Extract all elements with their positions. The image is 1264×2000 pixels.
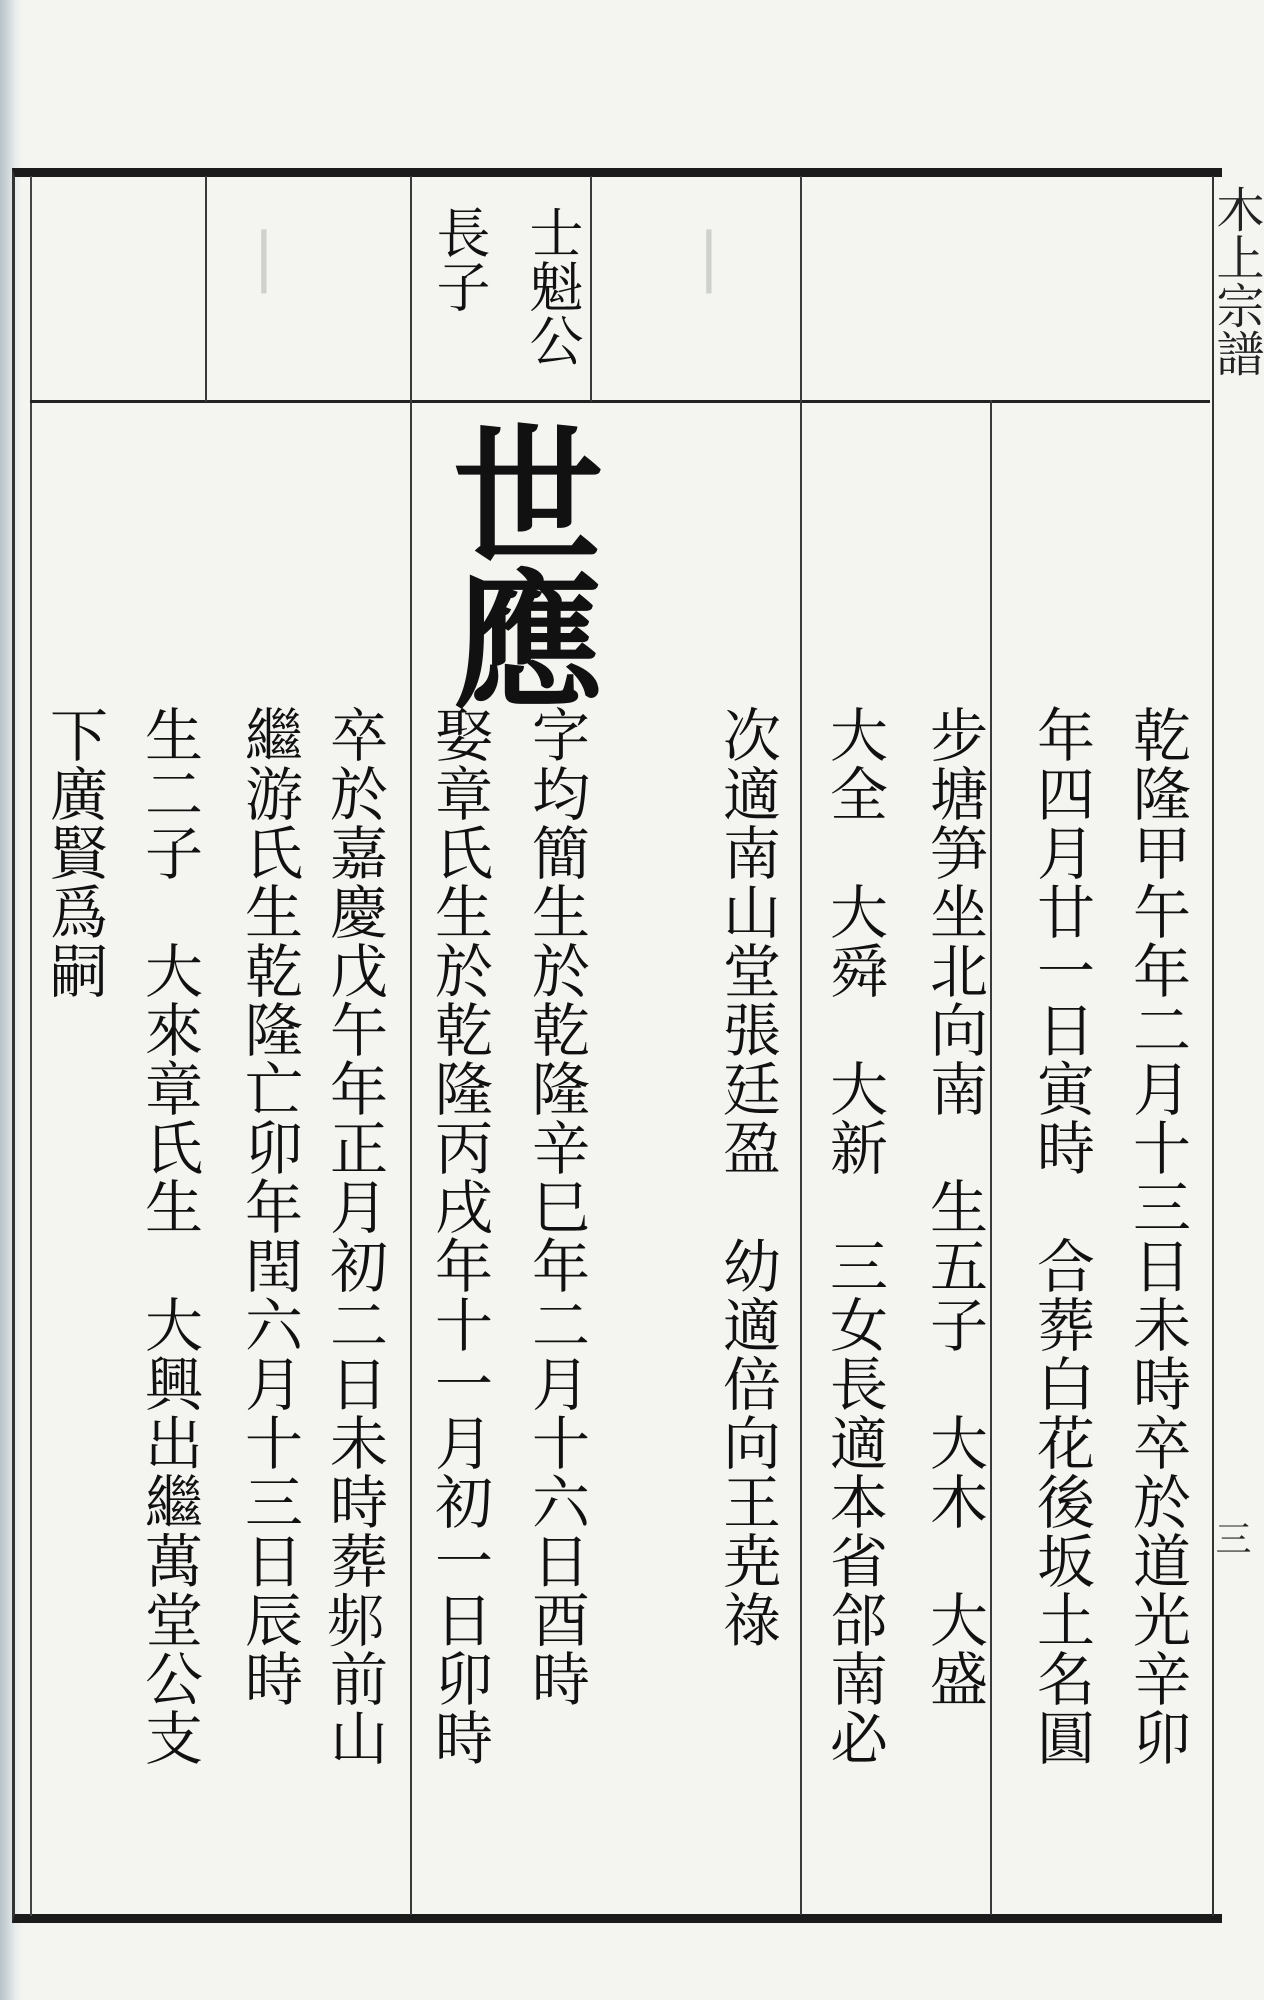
header-divider-2	[410, 176, 412, 402]
text-column-7: 娶章氏生於乾隆丙戌年十一月初一日卯時	[425, 705, 493, 1767]
text-column-1: 乾隆甲午年二月十三日未時卒於道光辛卯	[1123, 705, 1191, 1767]
book-title: 木上宗譜	[1208, 185, 1264, 377]
text-column-3: 步塘笋坐北向南 生五子 大木 大盛	[920, 705, 988, 1708]
text-column-9: 繼游氏生乾隆亡卯年閏六月十三日辰時	[235, 705, 303, 1708]
right-margin-strip	[1212, 176, 1257, 1916]
text-column-5: 次適南山堂張廷盈 幼適倍向王尭祿	[713, 705, 781, 1649]
person-name: 世應	[427, 418, 603, 706]
header-rule	[30, 400, 1210, 403]
header-divider-1	[205, 176, 207, 402]
text-column-4: 大全 大舜 大新 三女長適本省郃南必	[820, 705, 888, 1767]
text-column-2: 年四月廿一日寅時 合葬白花後坂土名圓	[1027, 705, 1095, 1767]
text-column-11: 下廣賢爲嗣	[40, 705, 108, 1000]
frame-inner-left-rule	[30, 176, 32, 1916]
father-name: 士魁公	[521, 205, 584, 367]
header-divider-3	[590, 176, 592, 402]
birth-order: 長子	[428, 205, 491, 313]
header-divider-4	[800, 176, 802, 402]
bleed-through-mark: ▏	[251, 230, 314, 293]
text-column-10: 生二子 大來章氏生 大興出繼萬堂公支	[135, 705, 203, 1767]
body-divider-2	[800, 400, 802, 1915]
page-number: 三	[1210, 1520, 1251, 1556]
text-column-6: 字均簡生於乾隆辛巳年二月十六日酉時	[522, 705, 590, 1708]
body-divider-3	[990, 400, 992, 1915]
bleed-through-mark: ▏	[696, 230, 759, 293]
text-column-8: 卒於嘉慶戊午年正月初二日未時葬𨛒前山	[320, 705, 388, 1767]
body-divider-1	[410, 400, 412, 1915]
